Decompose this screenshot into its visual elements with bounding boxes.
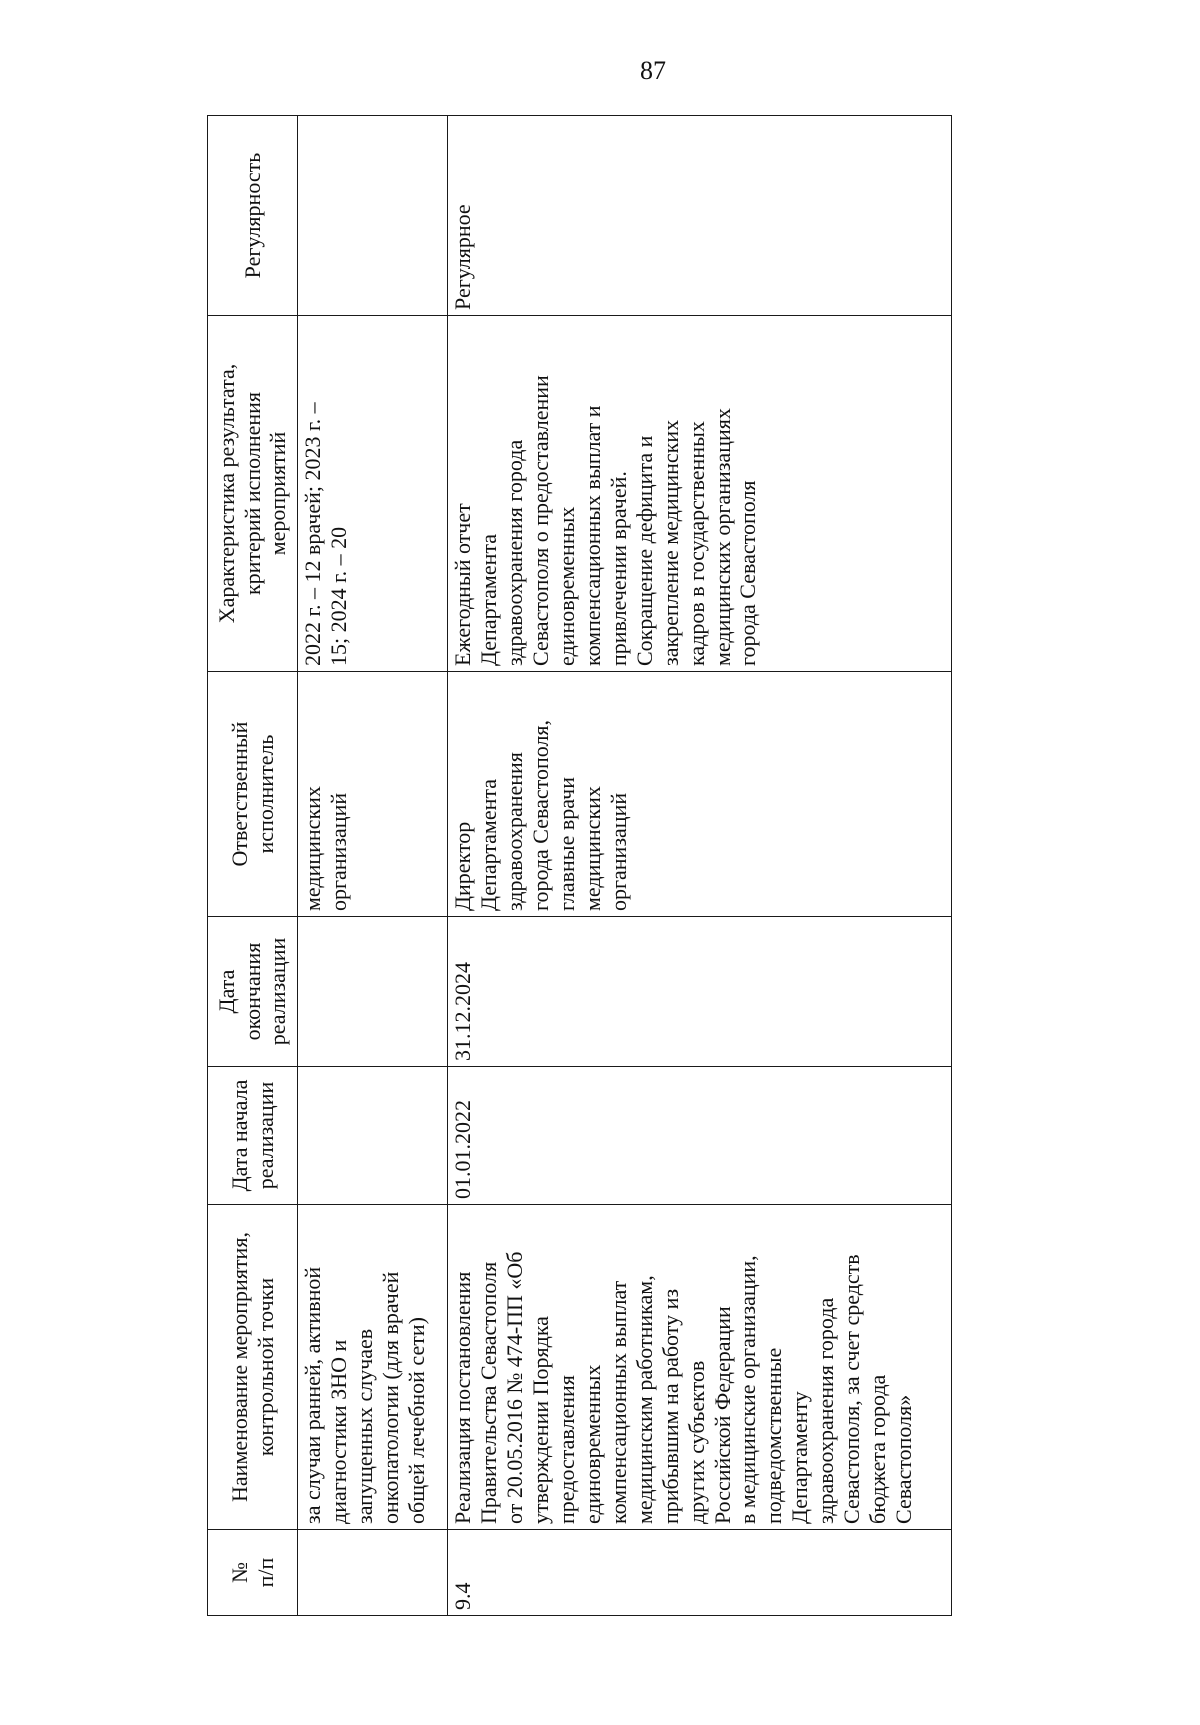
header-responsible: Ответственный исполнитель: [208, 672, 298, 917]
page-number: 87: [640, 56, 666, 85]
header-number: № п/п: [208, 1530, 298, 1616]
rotated-table-wrapper: [207, 116, 952, 1616]
cell-start-date: 01.01.2022: [448, 1067, 952, 1205]
cell-responsible: Директор Департамента здравоохранения города Севастополя, главные врачи медицинских организаций: [448, 672, 952, 917]
table-header-row: [208, 116, 298, 1616]
cell-activity-name: за случаи ранней, активной диагностики ЗНО и запущенных случаев онкопатологии (для врачей общей лечебной сети): [298, 1205, 448, 1530]
cell-number: [298, 1530, 448, 1616]
table-row: [448, 116, 952, 1616]
cell-number: 9.4: [448, 1530, 952, 1616]
header-regularity: Регулярность: [208, 116, 298, 316]
table-row: [298, 116, 448, 1616]
header-activity-name: Наименование мероприятия, контрольной точки: [208, 1205, 298, 1530]
activities-table: [207, 115, 952, 1616]
header-start-date: Дата начала реализации: [208, 1067, 298, 1205]
header-result: Характеристика результата, критерий исполнения мероприятий: [208, 316, 298, 672]
cell-regularity: Регулярное: [448, 116, 952, 316]
cell-activity-name: Реализация постановления Правительства Севастополя от 20.05.2016 № 474-ПП «Об утверждении Порядка предоставления единовременных компенсационных выплат медицинским работникам, прибывшим на работу из других субъектов Российской Федерации в медицинские организации, подведомственные Департаменту здравоохранения города Севастополя, за счет средств бюджета города Севастополя»: [448, 1205, 952, 1530]
cell-responsible: медицинских организаций: [298, 672, 448, 917]
cell-end-date: [298, 917, 448, 1067]
cell-regularity: [298, 116, 448, 316]
cell-end-date: 31.12.2024: [448, 917, 952, 1067]
header-end-date: Дата окончания реализации: [208, 917, 298, 1067]
cell-start-date: [298, 1067, 448, 1205]
cell-result: Ежегодный отчет Департамента здравоохранения города Севастополя о предоставлении единовременных компенсационных выплат и привлечении врачей. Сокращение дефицита и закрепление медицинских кадров в государственных медицинских организациях города Севастополя: [448, 316, 952, 672]
cell-result: 2022 г. – 12 врачей; 2023 г. – 15; 2024 г. – 20: [298, 316, 448, 672]
